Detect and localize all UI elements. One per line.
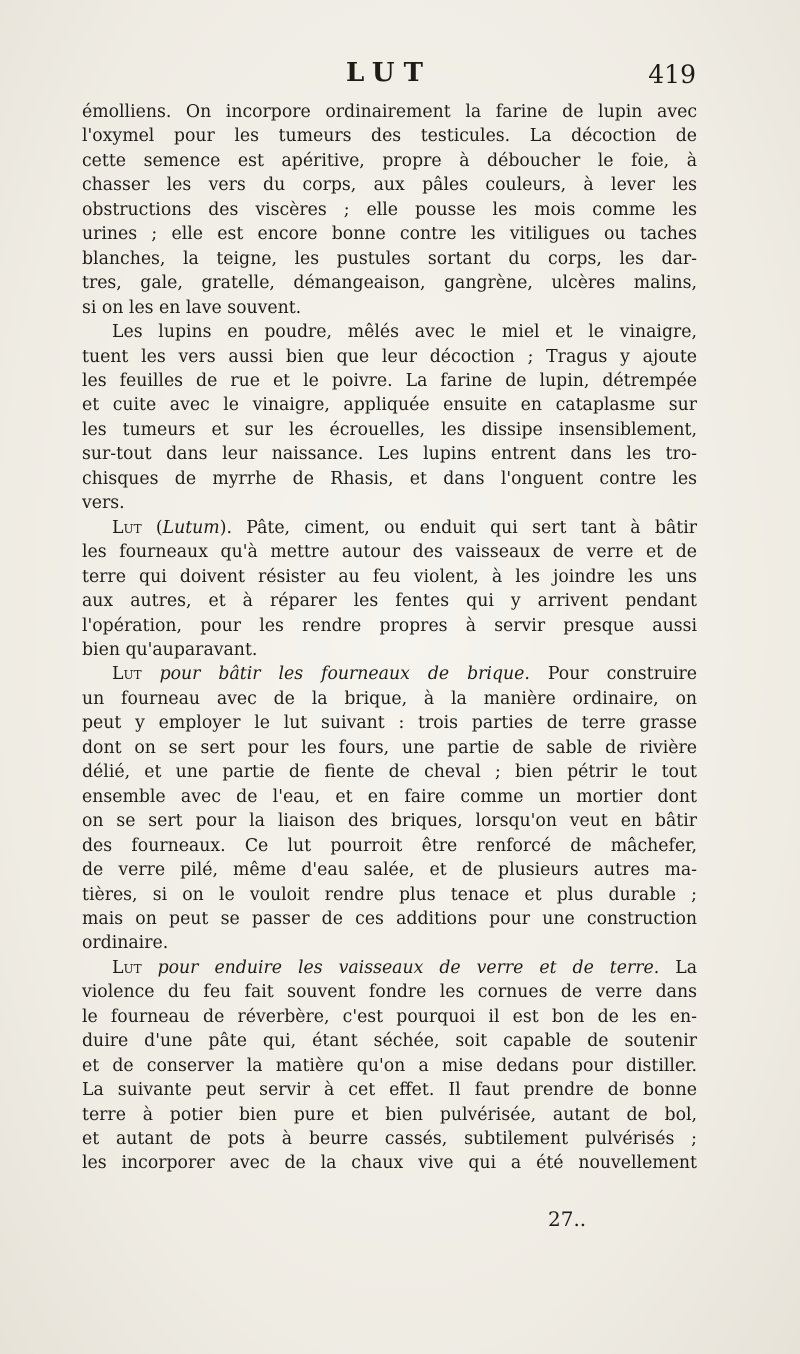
text-line: dont on se sert pour les fours, une partie de sable de rivière <box>82 737 697 758</box>
entry-line <box>82 662 697 686</box>
text-line: vers. <box>82 493 125 514</box>
text-line: si on les en lave souvent. <box>82 297 302 318</box>
text-line: l'opération, pour les rendre propres à servir presque aussi <box>82 615 697 636</box>
text-line: cette semence est apéritive, propre à déboucher le foie, à <box>82 150 697 171</box>
running-head: LUT <box>346 58 432 88</box>
text-line: ensemble avec de l'eau, et en faire comme un mortier dont <box>82 786 697 807</box>
text-line: peut y employer le lut suivant : trois parties de terre grasse <box>82 713 697 734</box>
entry-latin: Lutum <box>162 517 220 538</box>
signature-mark: 27.. <box>548 1207 587 1231</box>
entry-headword: Lut <box>112 664 142 685</box>
text-line: émolliens. On incorpore ordinairement la farine de lupin avec <box>82 102 697 122</box>
text-line: urines ; elle est encore bonne contre les vitiligues ou taches <box>82 224 697 245</box>
text-line: duire d'une pâte qui, étant séchée, soit capable de soutenir <box>82 1031 697 1052</box>
entry-subtitle: pour bâtir les fourneaux de brique. <box>141 664 530 685</box>
body-text <box>82 100 697 1176</box>
text-line: des fourneaux. Ce lut pourroit être renforcé de mâchefer, <box>82 835 697 856</box>
entry-headword: Lut <box>112 517 142 538</box>
text-line: un fourneau avec de la brique, à la manière ordinaire, on <box>82 688 697 709</box>
text-line: on se sert pour la liaison des briques, lorsqu'on veut en bâtir <box>82 811 697 832</box>
text-line: terre qui doivent résister au feu violent, à les joindre les uns <box>82 566 697 587</box>
text-line: ordinaire. <box>82 933 169 954</box>
text-line: obstructions des viscères ; elle pousse les mois comme les <box>82 199 697 220</box>
text-line: terre à potier bien pure et bien pulvérisée, autant de bol, <box>82 1104 697 1125</box>
page-number: 419 <box>648 60 696 89</box>
entry-line <box>82 956 697 980</box>
text-line: l'oxymel pour les tumeurs des testicules. La décoction de <box>82 126 697 147</box>
text-line: les fourneaux qu'à mettre autour des vaisseaux de verre et de <box>82 542 697 563</box>
entry-paren: ( <box>141 517 163 538</box>
text-line: tres, gale, gratelle, démangeaison, gangrène, ulcères malins, <box>82 273 697 294</box>
entry-text: ). Pâte, ciment, ou enduit qui sert tant à bâtir <box>219 517 697 538</box>
page-header <box>82 58 696 98</box>
text-line: tuent les vers aussi bien que leur décoction ; Tragus y ajoute <box>82 346 697 367</box>
entry-headword: Lut <box>112 957 142 978</box>
text-line: Les lupins en poudre, mêlés avec le miel et le vinaigre, <box>112 322 697 343</box>
entry-subtitle: pour enduire les vaisseaux de verre et de terre. <box>141 957 660 978</box>
text-line: et cuite avec le vinaigre, appliquée ensuite en cataplasme sur <box>82 395 697 416</box>
entry-text: Pour construire <box>529 664 697 685</box>
text-line: aux autres, et à réparer les fentes qui y arrivent pendant <box>82 591 697 612</box>
text-line: sur-tout dans leur naissance. Les lupins entrent dans les tro- <box>82 444 697 465</box>
text-line: et de conserver la matière qu'on a mise dedans pour distiller. <box>82 1055 697 1076</box>
text-line: blanches, la teigne, les pustules sortant du corps, les dar- <box>82 248 697 269</box>
entry-text: La <box>659 957 697 978</box>
text-line: le fourneau de réverbère, c'est pourquoi il est bon de les en- <box>82 1006 697 1027</box>
text-line: chisques de myrrhe de Rhasis, et dans l'onguent contre les <box>82 468 697 489</box>
text-line: les feuilles de rue et le poivre. La farine de lupin, détrempée <box>82 370 697 391</box>
text-line: délié, et une partie de fiente de cheval ; bien pétrir le tout <box>82 762 697 783</box>
text-line: de verre pilé, même d'eau salée, et de plusieurs autres ma- <box>82 860 697 881</box>
text-line: les tumeurs et sur les écrouelles, les dissipe insensiblement, <box>82 419 697 440</box>
text-line: violence du feu fait souvent fondre les cornues de verre dans <box>82 982 697 1003</box>
text-line: La suivante peut servir à cet effet. Il faut prendre de bonne <box>82 1080 697 1101</box>
text-line: chasser les vers du corps, aux pâles couleurs, à lever les <box>82 175 697 196</box>
text-line: tières, si on le vouloit rendre plus tenace et plus durable ; <box>82 884 697 905</box>
text-line: mais on peut se passer de ces additions pour une construction <box>82 908 697 929</box>
text-line: bien qu'auparavant. <box>82 639 258 660</box>
text-line: les incorporer avec de la chaux vive qui a été nouvellement <box>82 1153 697 1174</box>
text-line: et autant de pots à beurre cassés, subtilement pulvérisés ; <box>82 1129 697 1150</box>
entry-line <box>82 516 697 540</box>
